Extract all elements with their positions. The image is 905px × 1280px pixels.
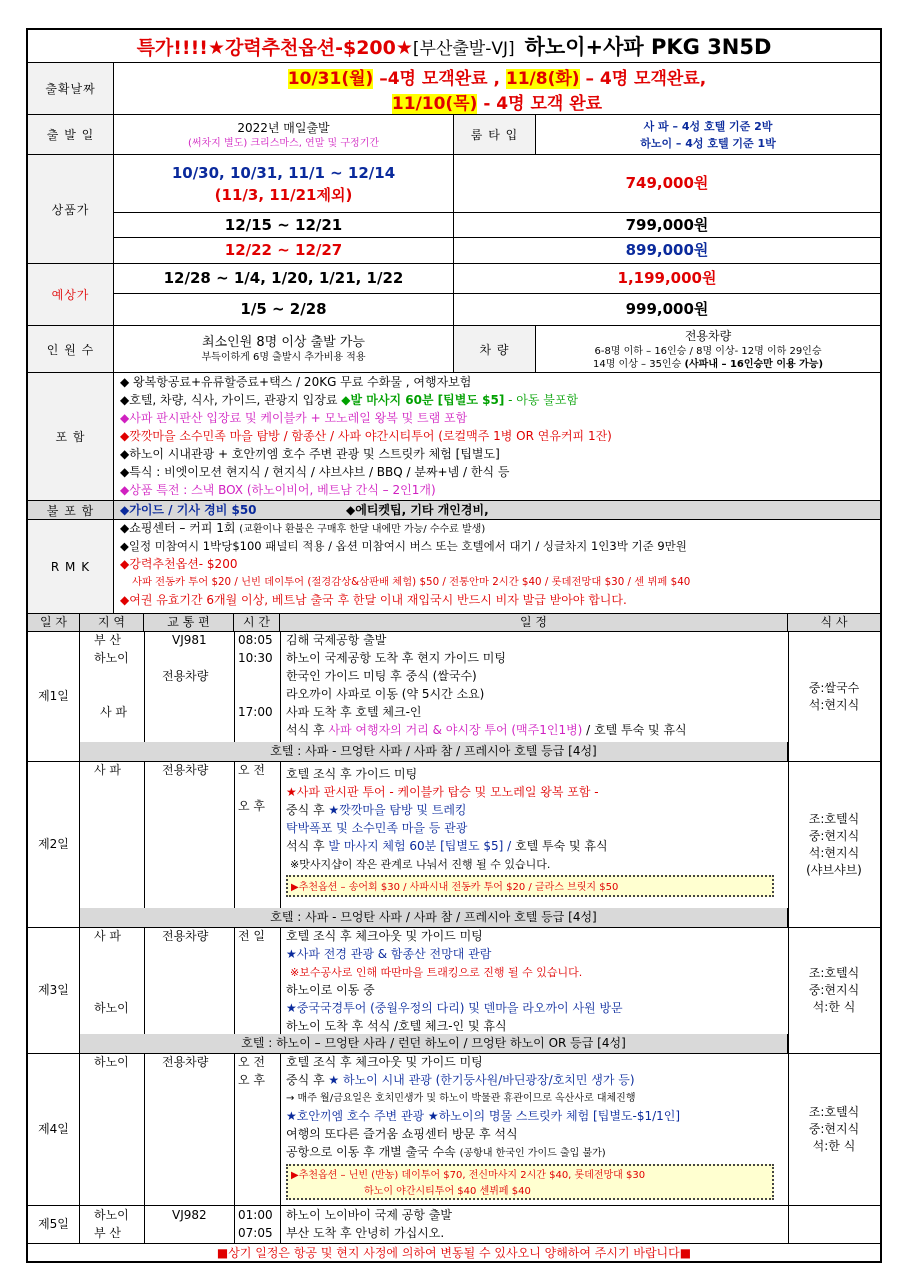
day1-time-3: 17:00 [238,705,273,719]
include-line-4: ◆깟깟마을 소수민족 마을 탐방 / 함종산 / 사파 야간시티투어 (로컬맥주 1병 OR 연유커피 1잔) [120,429,612,443]
day2-line-5: 석식 후 발 마사지 체험 60분 [팁별도 $5] / 호텔 투숙 및 휴식 [286,839,608,853]
title-row [28,30,880,63]
room-type-2: 하노이 – 4성 호텔 기준 1박 [640,136,776,150]
price-note-1: (11/3, 11/21제외) [214,185,353,204]
include-line-5: ◆하노이 시내관광 + 호안끼엠 호수 주변 관광 및 스트릿카 체험 [팁별도] [120,447,500,461]
rmk-line-5: ◆여권 유효기간 6개월 이상, 베트남 출국 후 한달 이내 재입국시 반드시 비자 발급 받아야 합니다. [120,593,627,607]
rmk-line-3: ◆강력추천옵션- $200 [120,557,238,571]
day4-place: 하노이 [94,1055,129,1069]
day3-line-1: 호텔 조식 후 체크아웃 및 가이드 미팅 [286,929,483,943]
room-type-1: 사 파 – 4성 호텔 기준 2박 [643,119,773,133]
day4-line-3: → 매주 월/금요일은 호치민생가 및 하노이 박물관 휴관이므로 옥산사로 대체진행 [286,1093,636,1104]
day2-line-6: ※맛사지샵이 작은 관계로 나눠서 진행 될 수 있습니다. [290,858,551,871]
day1-meals [788,632,880,761]
day3-meals [788,928,880,1053]
price-value-4: 1,199,000원 [617,269,717,287]
rmk-line-1: ◆쇼핑센터 – 커피 1회 (교환이나 환불은 구매후 한달 내에만 가능/ 수수료 발생) [120,521,486,535]
day3-place-1: 사 파 [94,929,121,943]
title-special: 특가!!!! [136,36,208,59]
price-value-3: 899,000원 [625,241,709,259]
day4-meals [788,1054,880,1205]
price-period-5: 1/5 ~ 2/28 [240,300,327,318]
include-row [28,373,880,501]
day4-option-box [286,1164,774,1200]
day4-line-4: ★호안끼엠 호수 주변 관광 ★하노이의 명물 스트릿카 체험 [팁별도-$1/1인] [286,1109,681,1123]
include-line-7: ◆상품 특전 : 스낵 BOX (하노이비어, 베트남 간식 – 2인1개) [120,483,436,497]
price-value-1: 749,000원 [625,174,709,192]
day5-line-2: 부산 도착 후 안녕히 가십시오. [286,1226,445,1240]
price-row-3 [28,238,880,264]
day3-meal-3: 석:한 식 [812,1000,856,1014]
day1-place-1: 부 산 [94,633,121,647]
confirmed-text-2: – 4명 모객완료, [579,68,707,89]
day4-line-6: 공항으로 이동 후 개별 출국 수속 (공항내 한국인 가이드 출입 불가) [286,1145,606,1159]
day4-time-2: 오 후 [238,1073,265,1087]
include-line-6: ◆특식 : 비엣이모션 현지식 / 현지식 / 샤브샤브 / BBQ / 분짜+넴 / 한식 등 [120,465,510,479]
day1-label: 제1일 [28,632,80,761]
departure-sub: (써차지 별도) 크리스마스, 연말 및 구정기간 [187,137,380,149]
include-line-3: ◆사파 판시판산 입장료 및 케이블카 + 모노레일 왕복 및 트램 포함 [120,411,468,425]
vehicle-label: 차 량 [454,326,536,372]
price-value-2: 799,000원 [625,215,709,234]
departure-main: 2022년 매일출발 [237,120,330,135]
persons-row [28,326,880,373]
price-value-5: 999,000원 [625,300,709,318]
price-row-1 [28,155,880,213]
day1-hotel: 호텔 : 사파 - 므엉탄 사파 / 사파 참 / 프레시아 호텔 등급 [4성] [270,744,597,758]
day3-time: 전 일 [238,929,265,943]
day1-line-3: 한국인 가이드 미팅 후 중식 (쌀국수) [286,669,477,683]
day2-option: ▶추천옵션 – 송어회 $30 / 사파시내 전동카 투어 $20 / 글라스 브릿지 $50 [291,882,619,893]
rmk-row [28,520,880,614]
day2-meal-3: 석:현지식 [808,845,860,860]
day3-label: 제3일 [28,928,80,1053]
col-meal: 식 사 [820,615,848,629]
day4-meal-1: 조:호텔식 [808,1105,860,1119]
day3-meal-2: 중:현지식 [808,983,860,997]
price-period-4: 12/28 ~ 1/4, 1/20, 1/21, 1/22 [163,269,404,287]
day4-vehicle: 전용차량 [162,1055,209,1069]
include-line-2: ◆호텔, 차량, 식사, 가이드, 관광지 입장료 ◆발 마사지 60분 [팁별도 $5] - 아동 불포함 [120,393,579,407]
day2-time-2: 오 후 [238,799,265,813]
rmk-line-4: 사파 전동카 투어 $20 / 닌빈 데이투어 (절경감상&삼판배 체험) $50 / 전통안마 2시간 $40 / 롯데전망대 $30 / 센 뷔페 $40 [132,576,691,588]
expected-price-label: 예상가 [28,264,114,326]
day2-line-4: 탁박폭포 및 소수민족 마을 등 관광 [286,821,468,835]
day4-line-2: 중식 후 ★ 하노이 시내 관광 (한기둥사원/바딘광장/호치민 생가 등) [286,1073,635,1087]
day5-time-1: 01:00 [238,1208,273,1222]
col-transport: 교 통 편 [144,614,234,631]
itinerary-sheet [26,28,882,1263]
day2-time-1: 오 전 [238,763,265,777]
footer-notice: ■상기 일정은 항공 및 현지 사정에 의하여 변동될 수 있사오니 양해하여 주시기 바랍니다■ [216,1245,692,1260]
day3-place-2: 하노이 [94,1001,129,1015]
day1-place-3: 사 파 [100,705,127,719]
day3-hotel: 호텔 : 하노이 – 므엉탄 사라 / 런던 하노이 / 므엉탄 하노이 OR 등급 [4성] [241,1036,626,1050]
day2-row [28,762,880,928]
day5-flight: VJ982 [172,1208,207,1222]
schedule-header [28,614,880,632]
day4-label: 제4일 [28,1054,80,1205]
day4-line-5: 여행의 또다른 즐거움 쇼핑센터 방문 후 석식 [286,1127,518,1141]
day2-hotel-row [80,908,788,928]
day1-meal-2: 석:현지식 [808,697,860,712]
day1-flight: VJ981 [172,633,207,647]
day4-option-2: 하노이 야간시티투어 $40 센뷔페 $40 [364,1186,531,1197]
day1-meal-1: 중:쌀국수 [808,680,860,695]
confirmed-row [28,63,880,115]
title-star-option: ★강력추천옵션-$200★ [207,36,413,59]
departure-row [28,115,880,155]
day5-place-2: 부 산 [94,1226,121,1240]
day1-place-2: 하노이 [94,651,129,665]
vehicle-line-2a: 14명 이상 – 35인승 [592,358,685,370]
day1-time-1: 08:05 [238,633,273,647]
day2-label: 제2일 [28,762,80,927]
room-type-label: 룸 타 입 [454,115,536,154]
day2-meal-4: (샤브샤브) [806,862,862,877]
day1-time-2: 10:30 [238,651,273,665]
persons-sub: 부득이하게 6명 출발시 추가비용 적용 [201,352,366,363]
room-type-content [536,115,880,154]
persons-label: 인 원 수 [28,326,114,372]
exclude-b: ◆에티켓팁, 기타 개인경비, [346,503,489,517]
day2-line-3: 중식 후 ★깟깟마을 탐방 및 트레킹 [286,803,467,817]
price-label: 상품가 [28,155,114,264]
vehicle-line-2b: (사파내 – 16인승만 이용 가능) [684,358,824,370]
confirmed-text-3: - 4명 모객 완료 [477,93,603,114]
departure-label: 출 발 일 [28,115,114,154]
day3-meal-1: 조:호텔식 [808,966,860,980]
price-period-2: 12/15 ~ 12/21 [224,215,343,234]
day3-line-5: ★중국국경투어 (중월우정의 다리) 및 덴마을 라오까이 사원 방문 [286,1001,623,1015]
day2-meal-1: 조:호텔식 [808,811,860,826]
day4-row [28,1054,880,1206]
persons-main: 최소인원 8명 이상 출발 가능 [202,335,365,350]
rmk-line-2: ◆일정 미참여시 1박당$100 패널티 적용 / 옵션 미참여시 버스 또는 호텔에서 대기 / 싱글차지 1인3박 기준 9만원 [120,539,687,553]
day3-line-3: ※보수공사로 인해 따딴마을 트래킹으로 진행 될 수 있습니다. [290,966,583,979]
day2-hotel: 호텔 : 사파 - 므엉탄 사파 / 사파 참 / 프레시아 호텔 등급 [4성] [270,910,597,924]
day5-row [28,1206,880,1244]
confirmed-date-3: 11/10(목) [391,93,478,114]
day4-meal-3: 석:한 식 [812,1139,856,1153]
price-row-4 [28,264,880,294]
vehicle-line-1: 6-8명 이하 – 16인승 / 8명 이상- 12명 이하 29인승 [594,345,822,357]
day4-option-1: ▶추천옵션 – 닌빈 (반농) 데이투어 $70, 전신마사지 2시간 $40, 롯데전망대 $30 [291,1170,646,1181]
day1-line-2: 하노이 국제공항 도착 후 현지 가이드 미팅 [286,651,506,665]
title-departure: [부산출발-VJ] [412,38,515,59]
day5-place-1: 하노이 [94,1208,129,1222]
price-row-5 [28,294,880,326]
rmk-label: R M K [28,520,114,613]
day2-option-box [286,875,774,897]
include-line-1: ◆ 왕복항공료+유류할증료+택스 / 20KG 무료 수화물 , 여행자보험 [120,375,472,389]
day1-line-4: 라오까이 사파로 이동 (약 5시간 소요) [286,687,485,701]
day2-meals [788,762,880,927]
day1-line-1: 김해 국제공항 출발 [286,633,387,647]
exclude-label: 불 포 함 [28,501,114,519]
exclude-row [28,501,880,520]
price-period-1: 10/30, 10/31, 11/1 ~ 12/14 [171,163,396,182]
day1-hotel-row [80,742,788,762]
confirmed-content [114,63,880,114]
day2-line-2: ★사파 판시판 투어 - 케이블카 탑승 및 모노레일 왕복 포함 - [286,785,599,799]
confirmed-label: 출확날짜 [28,63,114,114]
confirmed-text-1: –4명 모객완료 , [373,68,506,89]
col-time: 시 간 [234,614,280,631]
price-row-2 [28,213,880,238]
day3-line-6: 하노이 도착 후 석식 /호텔 체크-인 및 휴식 [286,1019,507,1033]
col-day: 일 자 [28,614,80,631]
confirmed-date-2: 11/8(화) [505,68,580,89]
day3-vehicle: 전용차량 [162,929,209,943]
col-place: 지 역 [80,614,144,631]
price-period-3: 12/22 ~ 12/27 [224,241,343,259]
exclude-a: ◆가이드 / 기사 경비 $50 [120,503,257,517]
day2-meal-2: 중:현지식 [808,828,860,843]
day1-line-5: 사파 도착 후 호텔 체크-인 [286,705,422,719]
day4-line-1: 호텔 조식 후 체크아웃 및 가이드 미팅 [286,1055,483,1069]
day2-line-1: 호텔 조식 후 가이드 미팅 [286,767,418,781]
departure-content [114,115,454,154]
day5-label: 제5일 [28,1206,80,1243]
day2-vehicle: 전용차량 [162,763,209,777]
include-label: 포 함 [28,373,114,500]
page-title [28,30,880,62]
day4-meal-2: 중:현지식 [808,1122,860,1136]
title-product: 하노이+사파 PKG 3N5D [524,35,772,59]
day3-line-2: ★사파 전경 관광 & 함종산 전망대 관람 [286,947,492,961]
day1-vehicle: 전용차량 [162,669,209,683]
vehicle-title: 전용차량 [684,328,732,343]
confirmed-date-1: 10/31(월) [287,68,374,89]
day3-line-4: 하노이로 이동 중 [286,983,375,997]
day4-time-1: 오 전 [238,1055,265,1069]
day2-place: 사 파 [94,763,121,777]
col-itinerary: 일 정 [280,614,788,631]
day5-time-2: 07:05 [238,1226,273,1240]
day1-line-6: 석식 후 사파 여행자의 거리 & 야시장 투어 (맥주1인1병) / 호텔 투숙 및 휴식 [286,723,687,737]
day5-line-1: 하노이 노이바이 국제 공항 출발 [286,1208,452,1222]
day3-hotel-row [80,1034,788,1054]
